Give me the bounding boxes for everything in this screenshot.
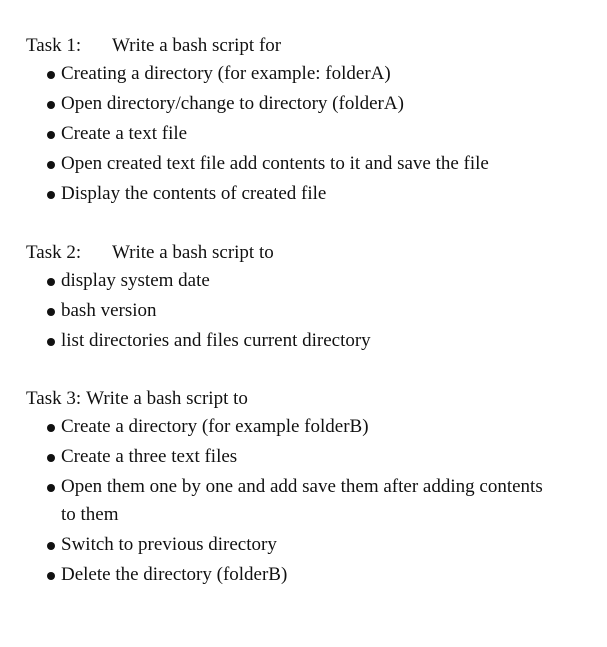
list-item-text: Open them one by one and add save them after adding contents to them <box>61 476 543 525</box>
bullet-icon <box>47 308 55 316</box>
task-2-description: Write a bash script to <box>112 242 274 263</box>
task-3-section <box>26 388 596 589</box>
list-item-text: display system date <box>61 270 210 291</box>
task-3-label: Task 3: <box>26 388 82 409</box>
bullet-icon <box>47 161 55 169</box>
list-item-text: Create a three text files <box>61 446 238 467</box>
bullet-icon <box>47 278 55 286</box>
bullet-icon <box>47 101 55 109</box>
bullet-icon <box>47 191 55 199</box>
list-item-text: Open directory/change to directory (folderA) <box>61 93 404 114</box>
list-item <box>26 297 596 325</box>
list-item-text: Creating a directory (for example: folderA) <box>61 63 391 84</box>
task-3-heading <box>26 388 596 410</box>
list-item <box>26 473 561 529</box>
bullet-icon <box>47 338 55 346</box>
bullet-icon <box>47 131 55 139</box>
list-item <box>26 60 596 88</box>
list-item <box>26 267 596 295</box>
list-item-text: bash version <box>61 300 157 321</box>
list-item-text: Create a directory (for example folderB) <box>61 416 369 437</box>
task-1-description: Write a bash script for <box>112 35 282 56</box>
list-item-text: Delete the directory (folderB) <box>61 564 288 585</box>
task-2-section <box>26 242 596 355</box>
bullet-icon <box>47 424 55 432</box>
list-item <box>26 413 596 441</box>
list-item <box>26 531 596 559</box>
task-3-list <box>26 413 596 589</box>
task-1-label: Task 1: <box>26 35 82 56</box>
task-3-description: Write a bash script to <box>86 388 248 409</box>
task-1-section <box>26 35 596 208</box>
task-1-list <box>26 60 596 208</box>
list-item <box>26 180 596 208</box>
list-item-text: Switch to previous directory <box>61 534 277 555</box>
task-2-label: Task 2: <box>26 242 82 263</box>
list-item-text: Display the contents of created file <box>61 183 327 204</box>
bullet-icon <box>47 484 55 492</box>
list-item-text: Create a text file <box>61 123 188 144</box>
list-item <box>26 90 596 118</box>
list-item <box>26 120 596 148</box>
bullet-icon <box>47 572 55 580</box>
list-item-text: list directories and files current directory <box>61 330 371 351</box>
list-item <box>26 443 596 471</box>
list-item <box>26 150 596 178</box>
bullet-icon <box>47 71 55 79</box>
list-item <box>26 561 596 589</box>
list-item <box>26 327 596 355</box>
task-2-list <box>26 267 596 355</box>
bullet-icon <box>47 454 55 462</box>
bullet-icon <box>47 542 55 550</box>
task-1-heading <box>26 35 596 57</box>
list-item-text: Open created text file add contents to it and save the file <box>61 153 489 174</box>
task-2-heading <box>26 242 596 264</box>
